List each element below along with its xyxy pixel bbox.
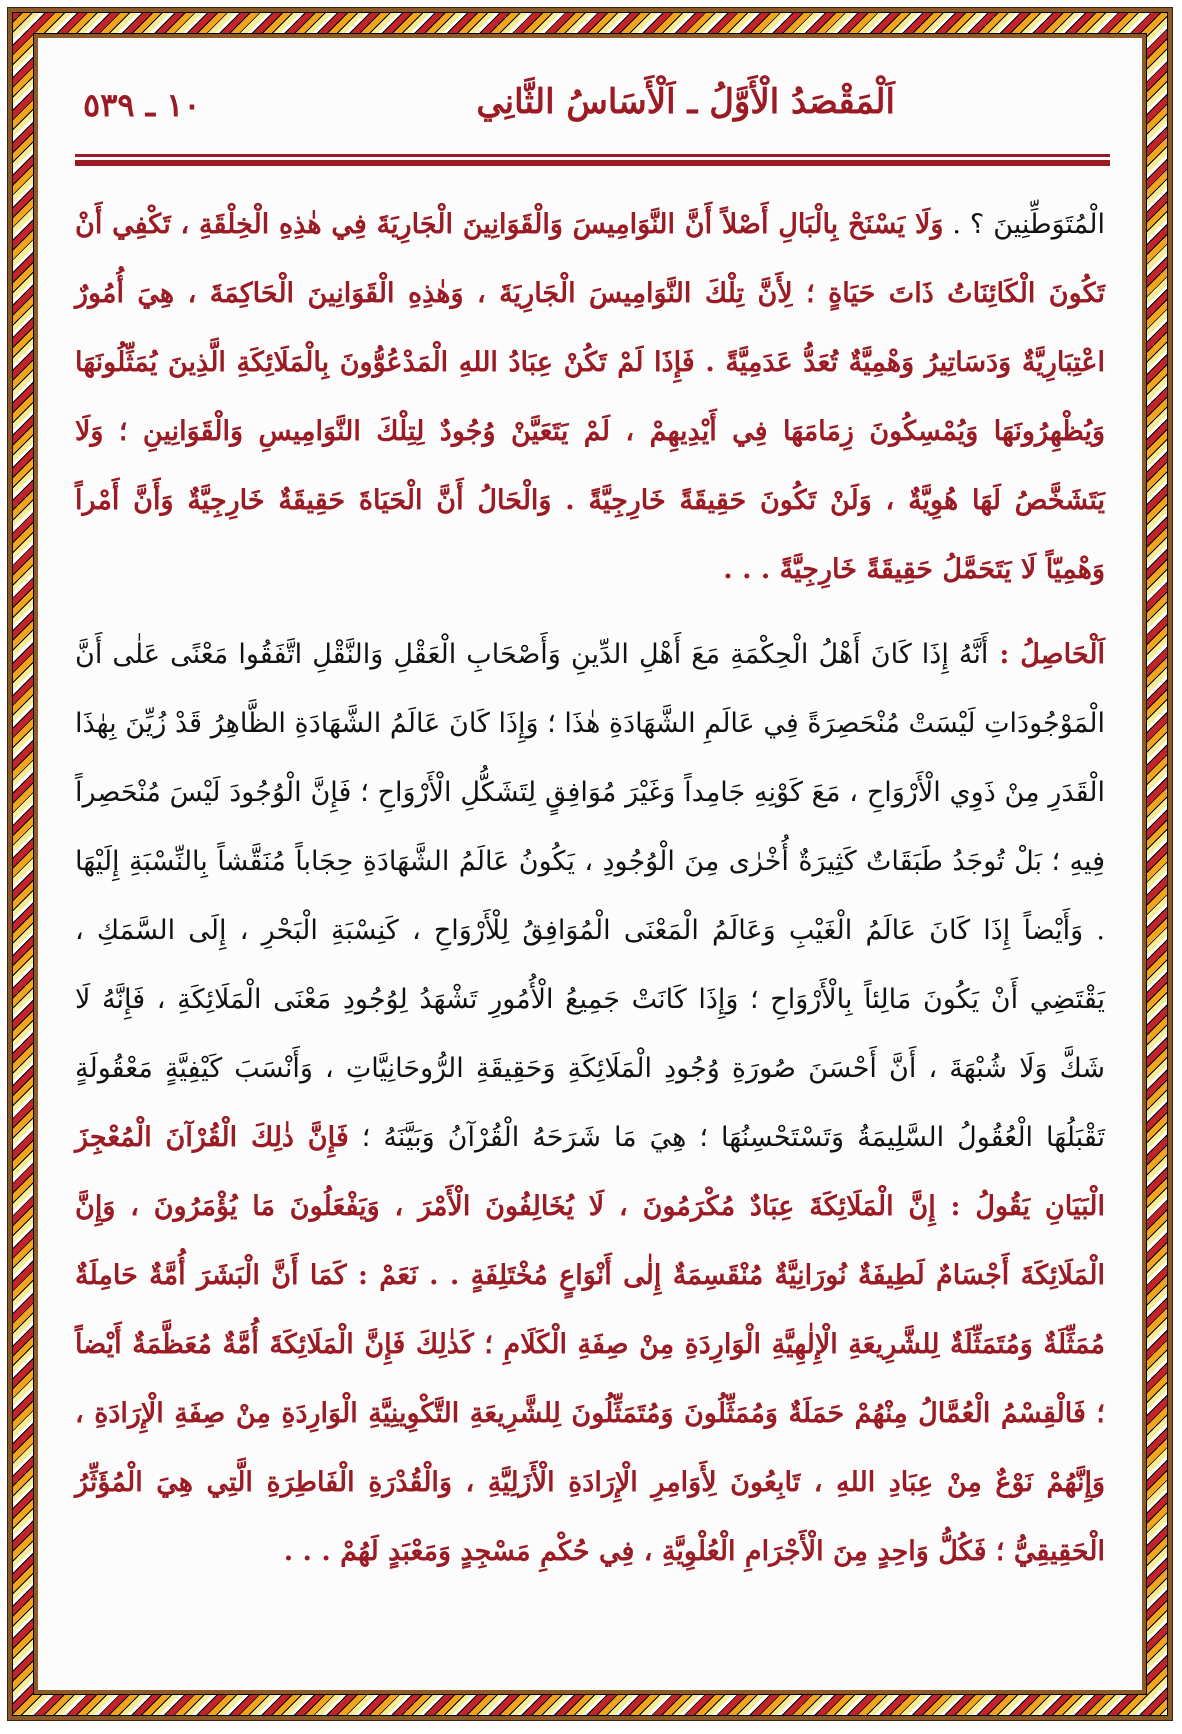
page-body	[75, 190, 1105, 1586]
text-segment-highlight: فَإِنَّ ذٰلِكَ الْقُرْآنَ الْمُعْجِزَ الْبَيَانِ يَقُولُ : إِنَّ الْمَلَائِكَةَ عِبَادٌ مُكْرَمُونَ ، لَا يُخَالِفُونَ الْأَمْرَ ، وَيَفْعَلُونَ مَا يُؤْمَرُونَ ، وَإِنَّ الْمَلَائِكَةَ أَجْسَامٌ لَطِيفَةٌ نُورَانِيَّةٌ مُنْقَسِمَةٌ إِلٰى أَنْوَاعٍ مُخْتَلِفَةٍ . . نَعَمْ : كَمَا أَنَّ الْبَشَرَ أُمَّةٌ حَامِلَةٌ مُمَثِّلَةٌ وَمُتَمَثِّلَةٌ لِلشَّرِيعَةِ الْإِلٰهِيَّةِ الْوَارِدَةِ مِنْ صِفَةِ الْكَلَامِ ؛ كَذٰلِكَ فَإِنَّ الْمَلَائِكَةَ أُمَّةٌ مُعَظَّمَةٌ أَيْضاً ؛ فَالْقِسْمُ الْعُمَّالُ مِنْهُمْ حَمَلَةٌ وَمُمَثِّلُونَ وَمُتَمَثِّلُونَ لِلشَّرِيعَةِ التَّكْوِينِيَّةِ الْوَارِدَةِ مِنْ صِفَةِ الْإِرَادَةِ ، وَإِنَّهُمْ نَوْعٌ مِنْ عِبَادِ اللهِ ، تَابِعُونَ لِأَوَامِرِ الْإِرَادَةِ الْأَزَلِيَّةِ ، وَالْقُدْرَةِ الْفَاطِرَةِ الَّتِي هِيَ الْمُؤَثِّرُ الْحَقِيقِيُّ ؛ فَكُلُّ وَاحِدٍ مِنَ الْأَجْرَامِ الْعُلْوِيَّةِ ، فِي حُكْمِ مَسْجِدٍ وَمَعْبَدٍ لَهُمْ . . .	[75, 1122, 1105, 1567]
section-title: اَلْمَقْصَدُ الْأَوَّلُ ـ اَلْأَسَاسُ الثَّانِي	[476, 82, 895, 122]
running-header	[75, 82, 1110, 138]
text-segment-highlight: وَلَا يَسْنَحْ بِالْبَالِ أَصْلاً أَنَّ النَّوَامِيسَ وَالْقَوَانِينَ الْجَارِيَةَ فِي هٰذِهِ الْخِلْقَةِ ، تَكْفِي أَنْ تَكُونَ الْكَائِنَاتُ ذَاتَ حَيَاةٍ ؛ لِأَنَّ تِلْكَ النَّوَامِيسَ الْجَارِيَةَ ، وَهٰذِهِ الْقَوَانِينَ الْحَاكِمَةَ ، هِيَ أُمُورٌ اعْتِبَارِيَّةٌ وَدَسَاتِيرُ وَهْمِيَّةٌ تُعَدُّ عَدَمِيَّةً . فَإِذَا لَمْ تَكُنْ عِبَادُ اللهِ الْمَدْعُوُّونَ بِالْمَلَائِكَةِ الَّذِينَ يُمَثِّلُونَهَا وَيُظْهِرُونَهَا وَيُمْسِكُونَ زِمَامَهَا فِي أَيْدِيهِمْ ، لَمْ يَتَعَيَّنْ وُجُودٌ لِتِلْكَ النَّوَامِيسِ وَالْقَوَانِينِ ؛ وَلَا يَتَشَخَّصُ لَهَا هُوِيَّةٌ ، وَلَنْ تَكُونَ حَقِيقَةً خَارِجِيَّةً . وَالْحَالُ أَنَّ الْحَيَاةَ حَقِيقَةٌ خَارِجِيَّةٌ وَأَنَّ أَمْراً وَهْمِيّاً لَا يَتَحَمَّلُ حَقِيقَةً خَارِجِيَّةً . . .	[75, 209, 1106, 585]
page-reference: ١٠ ـ ٥٣٩	[83, 86, 201, 124]
paragraph-2	[75, 620, 1105, 1586]
paragraph-1	[75, 190, 1105, 604]
paragraph-heading-label: اَلْحَاصِلُ :	[988, 639, 1105, 670]
header-rule-thin	[75, 154, 1110, 157]
header-rule-thick	[75, 160, 1110, 166]
text-segment: الْمُتَوَطِّنِينَ ؟ .	[943, 209, 1106, 240]
text-segment: أَنَّهُ إِذَا كَانَ أَهْلُ الْحِكْمَةِ مَعَ أَهْلِ الدِّينِ وَأَصْحَابِ الْعَقْلِ وَالنَّقْلِ اتَّفَقُوا مَعْنًى عَلٰى أَنَّ الْمَوْجُودَاتِ لَيْسَتْ مُنْحَصِرَةً فِي عَالَمِ الشَّهَادَةِ هٰذَا ؛ وَإِذَا كَانَ عَالَمُ الشَّهَادَةِ الظَّاهِرُ قَدْ زُيِّنَ بِهٰذَا الْقَدَرِ مِنْ ذَوِي الْأَرْوَاحِ ، مَعَ كَوْنِهِ جَامِداً وَغَيْرَ مُوَافِقٍ لِتَشَكُّلِ الْأَرْوَاحِ ؛ فَإِنَّ الْوُجُودَ لَيْسَ مُنْحَصِراً فِيهِ ؛ بَلْ تُوجَدُ طَبَقَاتٌ كَثِيرَةٌ أُخْرٰى مِنَ الْوُجُودِ ، يَكُونُ عَالَمُ الشَّهَادَةِ حِجَاباً مُنَقَّشاً بِالنِّسْبَةِ إِلَيْهَا . وَأَيْضاً إِذَا كَانَ عَالَمُ الْغَيْبِ وَعَالَمُ الْمَعْنَى الْمُوَافِقُ لِلْأَرْوَاحِ ، كَنِسْبَةِ الْبَحْرِ ، إِلَى السَّمَكِ ، يَقْتَضِي أَنْ يَكُونَ مَالِئاً بِالْأَرْوَاحِ ؛ وَإِذَا كَانَتْ جَمِيعُ الْأُمُورِ تَشْهَدُ لِوُجُودِ مَعْنَى الْمَلَائِكَةِ ، فَإِنَّهُ لَا شَكَّ وَلَا شُبْهَةَ ، أَنَّ أَحْسَنَ صُورَةِ وُجُودِ الْمَلَائِكَةِ وَحَقِيقَةِ الرُّوحَانِيَّاتِ ، وَأَنْسَبَ كَيْفِيَّةٍ مَعْقُولَةٍ تَقْبَلُهَا الْعُقُولُ السَّلِيمَةُ وَتَسْتَحْسِنُهَا ؛ هِيَ مَا شَرَحَهُ الْقُرْآنُ وَبَيَّنَهُ ؛	[75, 639, 1105, 1153]
